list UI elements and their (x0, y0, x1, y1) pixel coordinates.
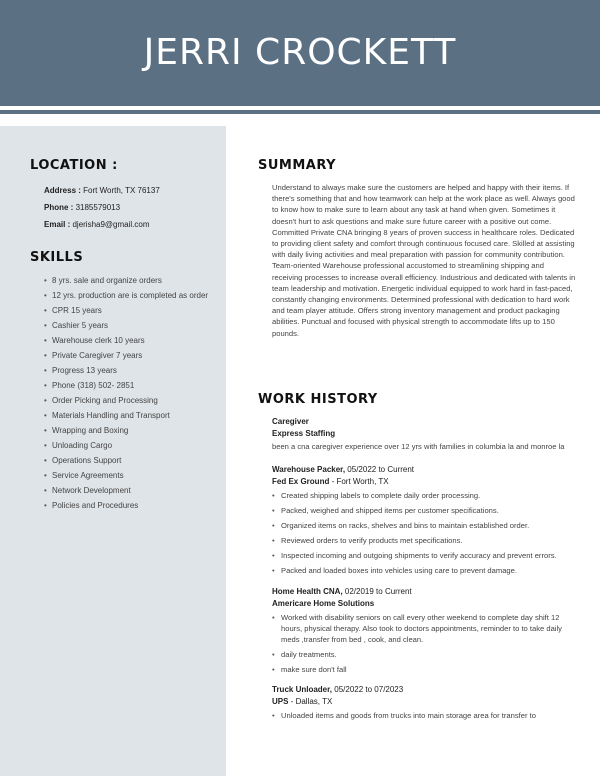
skill-item: • Materials Handling and Transport (44, 410, 210, 422)
job-dates: 05/2022 to 07/2023 (332, 685, 404, 694)
skill-item: • Private Caregiver 7 years (44, 350, 210, 362)
job-bullet: • Worked with disability seniors on call every other weekend to complete day shift 12 hours, physical therapy. Also took to doctors appointments, reminder to to take daily meds ,transfer from bed , cook, and clean. (272, 612, 576, 645)
header-band (0, 0, 600, 106)
job-bullets (272, 490, 576, 576)
job-location: - Dallas, TX (288, 697, 333, 706)
address-label: Address : (44, 186, 81, 195)
job-title: Home Health CNA, (272, 587, 343, 596)
phone-value: 3185579013 (75, 203, 121, 212)
job-company: Fed Ex Ground (272, 477, 330, 486)
address-value: Fort Worth, TX 76137 (83, 186, 160, 195)
job-title: Warehouse Packer, (272, 465, 346, 474)
job-company-line (272, 428, 576, 439)
job-entry (272, 464, 576, 576)
skills-list (44, 275, 210, 512)
skills-section (30, 250, 210, 515)
job-entry (272, 684, 576, 721)
job-entry (272, 416, 576, 452)
job-bullet: • Packed and loaded boxes into vehicles using care to prevent damage. (272, 565, 576, 576)
summary-section (258, 158, 576, 339)
skill-item: • Service Agreements (44, 470, 210, 482)
job-title: Truck Unloader, (272, 685, 333, 694)
email-label: Email : (44, 220, 71, 229)
job-company-line (272, 598, 576, 609)
job-dates: 02/2019 to Current (342, 587, 412, 596)
contact-info (44, 182, 210, 233)
sidebar (0, 126, 226, 776)
job-title: Caregiver (272, 417, 309, 426)
skills-heading: SKILLS (30, 250, 84, 265)
job-title-line (272, 416, 576, 428)
work-history-heading: WORK HISTORY (258, 392, 378, 407)
job-title-line (272, 464, 576, 476)
job-bullet: • Reviewed orders to verify products met specifications. (272, 535, 576, 546)
skill-item: • Order Picking and Processing (44, 395, 210, 407)
address-line (44, 182, 210, 199)
skill-item: • Wrapping and Boxing (44, 425, 210, 437)
job-title-line (272, 684, 576, 696)
job-title-line (272, 586, 576, 598)
location-section (30, 158, 210, 233)
skill-item: • Warehouse clerk 10 years (44, 335, 210, 347)
skill-item: • CPR 15 years (44, 305, 210, 317)
job-description: been a cna caregiver experience over 12 yrs with families in columbia la and monroe la (272, 442, 565, 451)
location-heading: LOCATION : (30, 158, 118, 173)
work-history-section (258, 392, 576, 725)
job-company: Americare Home Solutions (272, 599, 375, 608)
job-bullets (272, 612, 576, 675)
skill-item: • Network Development (44, 485, 210, 497)
job-entry (272, 586, 576, 675)
skill-item: • Unloading Cargo (44, 440, 210, 452)
job-company: Express Staffing (272, 429, 336, 438)
summary-heading: SUMMARY (258, 158, 337, 173)
header-divider (0, 110, 600, 114)
job-bullet: • Organized items on racks, shelves and bins to maintain established order. (272, 520, 576, 531)
job-dates: 05/2022 to Current (345, 465, 415, 474)
skill-item: • Operations Support (44, 455, 210, 467)
main-column (226, 126, 600, 776)
job-bullet: • daily treatments. (272, 649, 576, 660)
job-bullet: • make sure don't fall (272, 664, 576, 675)
email-value: djerisha9@gmail.com (72, 220, 150, 229)
job-bullet: • Created shipping labels to complete daily order processing. (272, 490, 576, 501)
phone-line (44, 199, 210, 216)
skill-item: • Progress 13 years (44, 365, 210, 377)
email-line (44, 216, 210, 233)
job-company: UPS (272, 697, 289, 706)
jobs-list (258, 416, 576, 721)
skill-item: • Policies and Procedures (44, 500, 210, 512)
job-location: - Fort Worth, TX (329, 477, 389, 486)
job-bullet: • Inspected incoming and outgoing shipments to verify accuracy and prevent errors. (272, 550, 576, 561)
skill-item: • Cashier 5 years (44, 320, 210, 332)
skill-item: • 12 yrs. production are is completed as order (44, 290, 210, 302)
job-company-line (272, 696, 576, 707)
skill-item: • Phone (318) 502- 2851 (44, 380, 210, 392)
job-bullets (272, 710, 576, 721)
job-bullet: • Packed, weighed and shipped items per customer specifications. (272, 505, 576, 516)
job-bullet: • Unloaded items and goods from trucks into main storage area for transfer to (272, 710, 576, 721)
job-company-line (272, 476, 576, 487)
phone-label: Phone : (44, 203, 74, 212)
candidate-name: JERRI CROCKETT (143, 32, 457, 73)
summary-text: Understand to always make sure the customers are helped and happy with their items. If there's something that and how teamwork can help at the work place as well. Always good to know how to make sure to learn about any task at hand when given. Sometimes it doesn't hurt to ask questions and make sure future career with a positive out come. Committed Private CNA bringing 8 years of proven success in healthcare roles. Dedicated to providing client safety and comfort through continuous focused care. Skilled at assisting with daily living activities and meal preparation with passion for community contribution. Team-oriented Warehouse professional accustomed to streamlining shipping and receiving processes to increase overall efficiency. Industrious and dedicated with talents in team leadership and motivation. Energetic individual equipped to work hard in fast-paced, constantly changing environments. Determined professional with dedication to hard work and team player attitude. Offers strong inventory management and product packaging abilities. Punctual and focused with physical strength to accommodate lifts up to 150 pounds. (272, 183, 576, 338)
skill-item: • 8 yrs. sale and organize orders (44, 275, 210, 287)
